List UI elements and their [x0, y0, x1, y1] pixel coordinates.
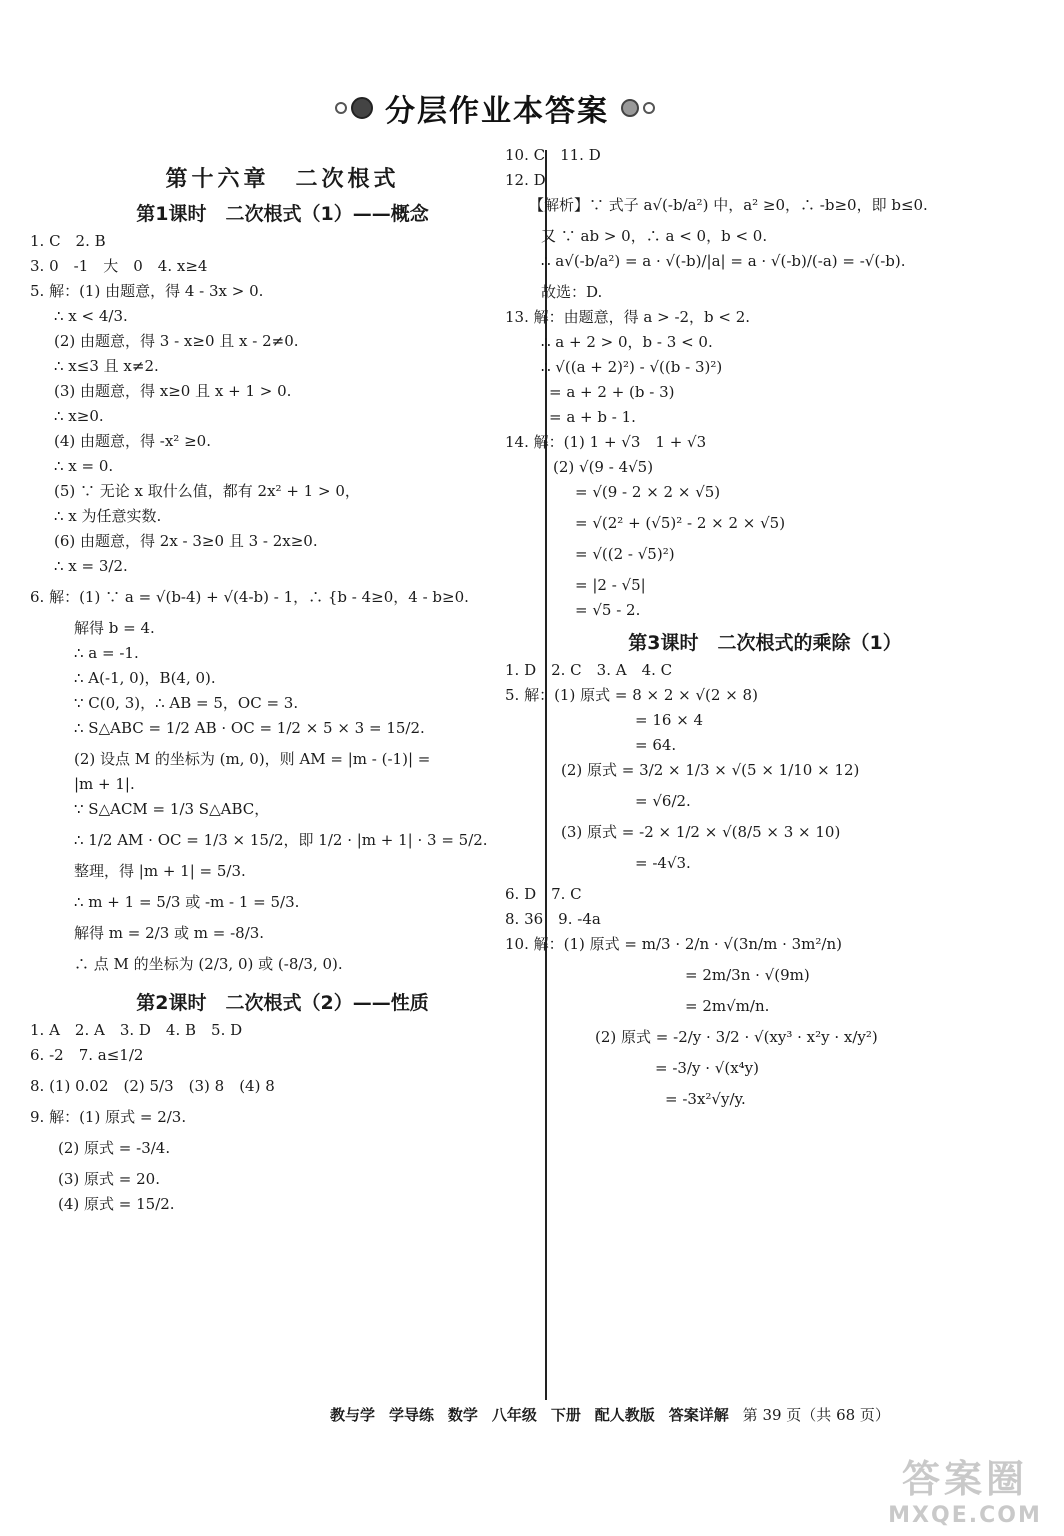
answer-line: ∴ 点 M 的坐标为 (2/3, 0) 或 (-8/3, 0). [74, 955, 343, 973]
footer-item: 数学 [447, 1406, 478, 1424]
lesson-2-answers [30, 1023, 535, 1212]
answer-line: = 2m√m/n. [685, 997, 770, 1015]
lesson-2-heading: 第2课时 二次根式（2）——性质 [136, 992, 429, 1014]
answer-line: (2) 设点 M 的坐标为 (m, 0)，则 AM = |m - (-1)| = [74, 750, 431, 768]
watermark-line-1: 答案圈 [901, 1457, 1028, 1501]
answer-line: (2) 原式 = -3/4. [58, 1139, 171, 1157]
answer-line: 14. 解：(1) 1 + √3 1 + √3 [505, 433, 707, 451]
dot-icon [643, 102, 655, 114]
footer-item: 八年级 [491, 1406, 537, 1424]
answer-line: ∴ a√(-b/a²) = a · √(-b)/|a| = a · √(-b)/(-a) = -√(-b). [541, 252, 906, 270]
answer-line: = √6/2. [635, 792, 691, 810]
page-footer [330, 1404, 890, 1425]
answer-line: ∴ m + 1 = 5/3 或 -m - 1 = 5/3. [74, 893, 300, 911]
answer-line: (3) 原式 = 20. [58, 1170, 160, 1188]
answer-line: = |2 - √5| [575, 576, 646, 594]
footer-item: 学导练 [388, 1406, 434, 1424]
answer-line: 【解析】∵ 式子 a√(-b/a²) 中，a² ≥0，∴ -b≥0，即 b≤0. [529, 196, 928, 214]
decorative-dots-right [621, 99, 655, 117]
answer-line: 13. 解：由题意，得 a > -2，b < 2. [505, 308, 751, 326]
chapter-title: 第十六章 二次根式 [165, 167, 400, 192]
answer-line: 5. 解：(1) 原式 = 8 × 2 × √(2 × 8) [505, 686, 758, 704]
answer-line: 故选：D. [541, 283, 603, 301]
answer-line: 整理，得 |m + 1| = 5/3. [74, 862, 246, 880]
answer-line: = 2m/3n · √(9m) [685, 966, 810, 984]
answer-line: = -3/y · √(x⁴y) [655, 1059, 759, 1077]
answer-line: 8. 36 9. -4a [505, 910, 601, 928]
answer-line: ∴ x≤3 且 x≠2. [54, 357, 159, 375]
answer-line: 5. 解：(1) 由题意，得 4 - 3x > 0. [30, 282, 264, 300]
dot-icon [335, 102, 347, 114]
page-header [330, 86, 660, 130]
answer-line: ∴ x = 0. [54, 457, 114, 475]
answer-line: = 16 × 4 [635, 711, 704, 729]
page-title: 分层作业本答案 [385, 94, 609, 129]
answer-line: (4) 由题意，得 -x² ≥0. [54, 432, 211, 450]
dot-icon [621, 99, 639, 117]
answer-line: ∵ C(0, 3)，∴ AB = 5，OC = 3. [74, 694, 299, 712]
lesson-1-heading: 第1课时 二次根式（1）——概念 [136, 203, 429, 225]
answer-line: ∴ a = -1. [74, 644, 139, 662]
watermark-line-2: MXQE.COM [888, 1503, 1042, 1528]
answer-line: = a + 2 + (b - 3) [549, 383, 675, 401]
answer-line: 1. A 2. A 3. D 4. B 5. D [30, 1021, 243, 1039]
answer-line: |m + 1|. [74, 775, 135, 793]
answer-line: ∴ A(-1, 0)，B(4, 0). [74, 669, 216, 687]
answer-line: = √(9 - 2 × 2 × √5) [575, 483, 721, 501]
answer-line: (2) √(9 - 4√5) [553, 458, 654, 476]
answer-line: 3. 0 -1 大 0 4. x≥4 [30, 257, 208, 275]
right-top-answers [505, 148, 1025, 618]
answer-line: 8. (1) 0.02 (2) 5/3 (3) 8 (4) 8 [30, 1077, 275, 1095]
answer-line: 6. -2 7. a≤1/2 [30, 1046, 144, 1064]
answer-line: = √5 - 2. [575, 601, 641, 619]
footer-item: 答案详解 [668, 1406, 729, 1424]
answer-line: 6. D 7. C [505, 885, 582, 903]
answer-line: ∴ x = 3/2. [54, 557, 128, 575]
lesson-3-heading: 第3课时 二次根式的乘除（1） [628, 632, 902, 654]
answer-line: 12. D [505, 171, 546, 189]
answer-line: = 64. [635, 736, 677, 754]
lesson-1-answers [30, 234, 535, 972]
answer-line: (5) ∵ 无论 x 取什么值，都有 2x² + 1 > 0， [54, 482, 360, 500]
answer-line: 解得 m = 2/3 或 m = -8/3. [74, 924, 265, 942]
answer-line: 1. D 2. C 3. A 4. C [505, 661, 673, 679]
answer-line: 10. 解：(1) 原式 = m/3 · 2/n · √(3n/m · 3m²/n) [505, 935, 842, 953]
page-number: 第 39 页（共 68 页） [742, 1406, 890, 1424]
answer-line: 6. 解：(1) ∵ a = √(b-4) + √(4-b) - 1，∴ {b - 4≥0，4 - b≥0. [30, 588, 469, 606]
answer-line: ∴ x 为任意实数. [54, 507, 162, 525]
answer-line: ∴ S△ABC = 1/2 AB · OC = 1/2 × 5 × 3 = 15/2. [74, 719, 425, 737]
answer-line: 1. C 2. B [30, 232, 106, 250]
answer-line: ∴ x≥0. [54, 407, 104, 425]
answer-line: = √(2² + (√5)² - 2 × 2 × √5) [575, 514, 786, 532]
answer-line: (3) 原式 = -2 × 1/2 × √(8/5 × 3 × 10) [561, 823, 841, 841]
answer-line: 9. 解：(1) 原式 = 2/3. [30, 1108, 187, 1126]
answer-line: = -4√3. [635, 854, 691, 872]
answer-line: ∴ √((a + 2)²) - √((b - 3)²) [541, 358, 723, 376]
answer-line: (6) 由题意，得 2x - 3≥0 且 3 - 2x≥0. [54, 532, 318, 550]
answer-line: ∴ x < 4/3. [54, 307, 128, 325]
answer-line: = √((2 - √5)²) [575, 545, 675, 563]
answer-line: 又 ∵ ab > 0，∴ a < 0，b < 0. [541, 227, 768, 245]
right-column [505, 148, 1025, 1123]
answer-line: ∴ a + 2 > 0，b - 3 < 0. [541, 333, 713, 351]
answer-line: (3) 由题意，得 x≥0 且 x + 1 > 0. [54, 382, 292, 400]
left-column [30, 158, 535, 1222]
answer-line: (2) 原式 = 3/2 × 1/3 × √(5 × 1/10 × 12) [561, 761, 860, 779]
watermark-logo [880, 1448, 1050, 1528]
footer-item: 下册 [550, 1406, 581, 1424]
answer-line: 10. C 11. D [505, 146, 601, 164]
answer-line: = a + b - 1. [549, 408, 636, 426]
footer-item: 配人教版 [594, 1406, 655, 1424]
answer-line: 解得 b = 4. [74, 619, 155, 637]
answer-line: (4) 原式 = 15/2. [58, 1195, 175, 1213]
answer-line: = -3x²√y/y. [665, 1090, 746, 1108]
answer-line: (2) 由题意，得 3 - x≥0 且 x - 2≠0. [54, 332, 299, 350]
answer-line: ∵ S△ACM = 1/3 S△ABC， [74, 800, 270, 818]
footer-item: 教与学 [330, 1406, 376, 1424]
decorative-dots-left [335, 97, 373, 119]
lesson-3-answers [505, 663, 1025, 1107]
answer-line: (2) 原式 = -2/y · 3/2 · √(xy³ · x²y · x/y²) [595, 1028, 878, 1046]
answer-line: ∴ 1/2 AM · OC = 1/3 × 15/2，即 1/2 · |m + 1| · 3 = 5/2. [74, 831, 488, 849]
dot-icon [351, 97, 373, 119]
